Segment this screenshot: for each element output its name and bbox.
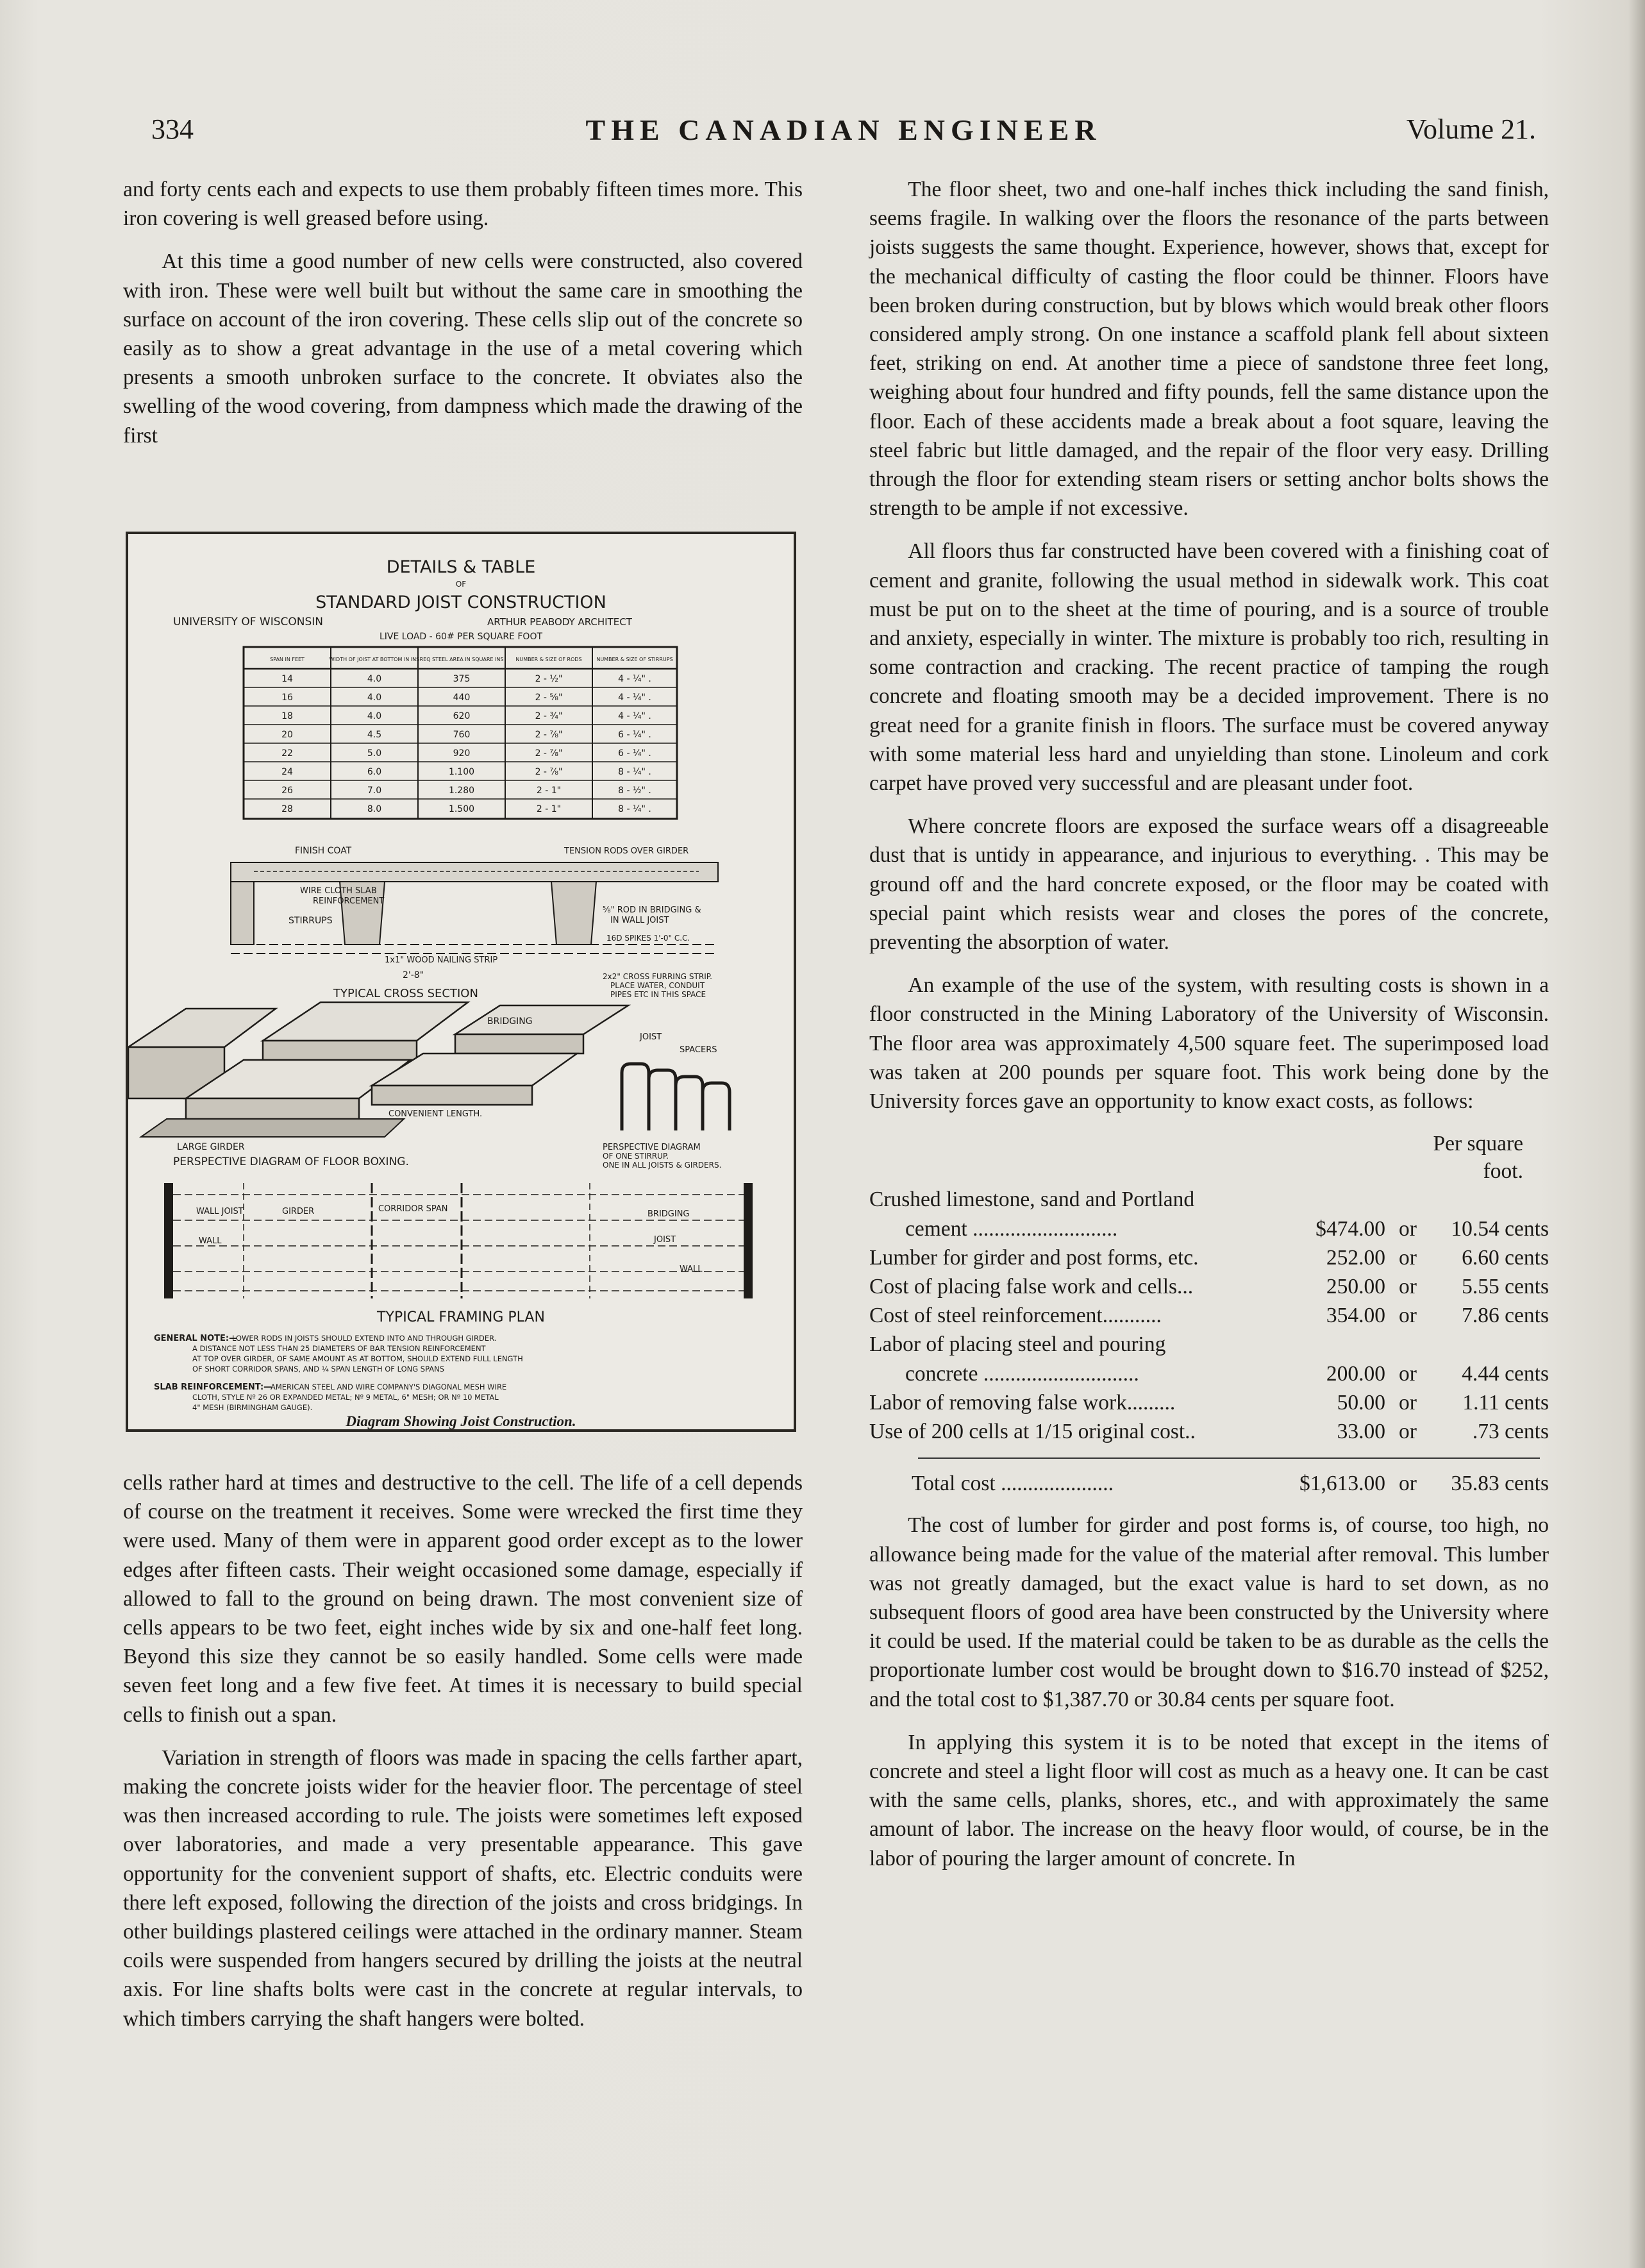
table-cell: 5.0 <box>367 748 382 759</box>
cost-table <box>869 1130 1549 1498</box>
note-slab-label: SLAB REINFORCEMENT:— <box>154 1382 272 1392</box>
left-column-top <box>123 175 803 464</box>
note-general-2: A DISTANCE NOT LESS THAN 25 DIAMETERS OF BAR TENSION REINFORCEMENT <box>192 1344 486 1353</box>
left-column-bottom <box>123 1468 803 2047</box>
fp-wall-label: WALL <box>199 1236 222 1246</box>
standard-joist-table <box>244 647 677 819</box>
note-slab-1: AMERICAN STEEL AND WIRE COMPANY'S DIAGONAL MESH WIRE <box>271 1382 507 1391</box>
cost-item-or: or <box>1399 1245 1417 1270</box>
table-header-cell: SPAN IN FEET <box>270 657 305 662</box>
paragraph: cells rather hard at times and destructive to the cell. The life of a cell depends of course on the treatment it receives. Some were wrecked the first time they were used. Many of them were in apparent good order except as to the lower edges after fifteen casts. Their weight occasioned some damage, especially if allowed to fall to the ground on being drawn. The most convenient size of cells appears to be two feet, eight inches wide by six and one-half feet long. Beyond this size they cannot be so easily handled. Some cells were made seven feet long and a few five feet. At times it is necessary to build special cells to finish out a span. <box>123 1471 803 1727</box>
cs-nailing-strip-label: 1x1" WOOD NAILING STRIP <box>385 955 498 965</box>
note-general-4: OF SHORT CORRIDOR SPANS, AND ¼ SPAN LENGTH OF LONG SPANS <box>192 1365 445 1373</box>
cost-item-label: Use of 200 cells at 1/15 original cost.. <box>869 1419 1196 1443</box>
cost-item-amount: 250.00 <box>1326 1274 1385 1298</box>
figure-notes <box>154 1334 523 1412</box>
note-slab-3: 4" MESH (BIRMINGHAM GAUGE). <box>192 1403 313 1412</box>
paragraph: In applying this system it is to be noted that except in the items of concrete and steel a light floor will cost as much as a heavy one. It can be cast with the same cells, planks, shores, etc., and with approximately the same amount of labor. The increase on the heavy floor would, of course, be in the labor of pouring the larger amount of concrete. In <box>869 1730 1549 1870</box>
cost-item-or: or <box>1399 1304 1417 1328</box>
journal-title: THE CANADIAN ENGINEER <box>585 113 1102 146</box>
table-cell: 22 <box>281 748 293 759</box>
fp-wall-joist-label: WALL JOIST <box>196 1207 244 1216</box>
cost-item-amount <box>1270 1185 1385 1214</box>
cost-row <box>869 1185 1549 1214</box>
pd-spacers-label: SPACERS <box>680 1045 717 1055</box>
note-general-3: AT TOP OVER GIRDER, OF SAME AMOUNT AS AT BOTTOM, SHOULD EXTEND FULL LENGTH <box>192 1354 523 1363</box>
table-cell: 920 <box>453 748 471 759</box>
cs-furring-label-1: 2x2" CROSS FURRING STRIP. <box>603 972 712 981</box>
cost-item-cents: 7.86 cents <box>1462 1304 1549 1328</box>
table-header-cell: REQ STEEL AREA IN SQUARE INS <box>419 657 504 662</box>
cost-item-or: or <box>1399 1419 1417 1443</box>
cost-row <box>869 1272 1549 1301</box>
note-general-1: LOWER RODS IN JOISTS SHOULD EXTEND INTO AND THROUGH GIRDER. <box>232 1334 497 1343</box>
table-cell: 4.0 <box>367 693 382 703</box>
typical-cross-section <box>231 846 718 1000</box>
table-cell: 6 - ¼" . <box>618 748 651 759</box>
pd-title: PERSPECTIVE DIAGRAM OF FLOOR BOXING. <box>173 1155 409 1168</box>
typical-framing-plan <box>164 1183 753 1325</box>
table-cell: 4 - ¼" . <box>618 674 651 684</box>
st-title-3: ONE IN ALL JOISTS & GIRDERS. <box>603 1161 722 1170</box>
note-general-label: GENERAL NOTE:— <box>154 1334 238 1343</box>
cost-item-or <box>1385 1185 1430 1214</box>
st-title-1: PERSPECTIVE DIAGRAM <box>603 1143 701 1152</box>
page-number: 334 <box>151 113 194 145</box>
cost-item-cents: .73 cents <box>1472 1419 1549 1443</box>
table-cell: 16 <box>281 693 293 703</box>
cost-item-or: or <box>1399 1216 1417 1241</box>
cost-per-square-header: Per square <box>1433 1132 1523 1156</box>
volume-label: Volume 21. <box>1406 113 1536 145</box>
paragraph: All floors thus far constructed have been covered with a finishing coat of cement and granite, following the usual method in sidewalk work. This coat must be put on to the sheet at the time of pouring, and is a source of trouble and anxiety, especially in winter. The mixture is probably too rich, resulting in some contraction and cracking. The recent practice of tamping the rough concrete and floating smooth may be a decided improvement. There is no great need for a granite finish in floors. The surface must be covered anyway with some material less hard and unyielding than stone. Linoleum and cork carpet have proved very successful and are pleasant under foot. <box>869 539 1549 796</box>
cost-item-amount: 200.00 <box>1326 1361 1385 1386</box>
cs-finish-coat-label: FINISH COAT <box>295 846 352 856</box>
table-cell: 1.100 <box>448 767 475 777</box>
table-cell: 2 - 1" <box>536 785 562 796</box>
cost-item-amount: $474.00 <box>1315 1216 1385 1241</box>
table-cell: 1.280 <box>448 785 475 796</box>
table-cell: 8 - ½" . <box>618 785 651 796</box>
fp-title: TYPICAL FRAMING PLAN <box>377 1309 545 1325</box>
cost-total-rule <box>918 1457 1540 1459</box>
cost-item-cents: 6.60 cents <box>1462 1245 1549 1270</box>
cost-total-cents: 35.83 cents <box>1451 1472 1549 1496</box>
cost-per-square-header-2: foot. <box>1483 1159 1523 1184</box>
cost-total-amount: $1,613.00 <box>1299 1472 1385 1496</box>
cost-item-cents <box>1430 1185 1549 1214</box>
cost-item-cents: 5.55 cents <box>1462 1274 1549 1298</box>
table-cell: 620 <box>453 711 471 721</box>
table-cell: 28 <box>281 804 293 814</box>
table-cell: 4 - ¼" . <box>618 711 651 721</box>
cost-item-label: Labor of removing false work......... <box>869 1390 1176 1415</box>
paragraph: At this time a good number of new cells were constructed, also covered with iron. These were well built but without the same care in smoothing the surface on account of the iron covering. These cells slip out of the concrete so easily as to show a great advantage in the use of a metal covering which presents a smooth unbroken surface to the concrete. It obviates also the swelling of the wood covering, from dampness which made the drawing of the first <box>123 249 803 448</box>
stirrup-perspective <box>603 1064 730 1170</box>
table-cell: 18 <box>281 711 293 721</box>
cost-item-amount: 33.00 <box>1337 1419 1385 1443</box>
fp-girder-label: GIRDER <box>282 1207 315 1216</box>
cost-total-row <box>869 1469 1549 1498</box>
cost-row <box>869 1417 1549 1446</box>
cost-item-label: Labor of placing steel and pouring <box>869 1332 1166 1357</box>
paragraph: The floor sheet, two and one-half inches thick including the sand finish, seems fragile. In walking over the floors the resonance of the parts between joists suggests the same thought. Experience, however, shows that, except for the mechanical difficulty of casting the floor could be thinner. Floors have been broken during construction, but by blows which would break other floors considered amply strong. On one instance a scaffold plank fell about sixteen feet, striking on end. At another time a piece of sandstone three feet long, weighing about four hundred and fifty pounds, fell the same distance upon the floor. Each of these accidents made a break about a foot square, leaving the steel fabric but little damaged, and the repair of the floor very easy. Drilling through the floor for extending steam risers or setting anchor bolts shows the strength to be ample if not excessive. <box>869 178 1549 521</box>
figure-architect: ARTHUR PEABODY ARCHITECT <box>487 616 632 628</box>
table-cell: 6 - ¼" . <box>618 730 651 740</box>
cs-rod-bridging-label: ⅝" ROD IN BRIDGING & <box>603 905 701 915</box>
table-cell: 2 - ⅞" <box>535 748 563 759</box>
cs-reinforcement-label: REINFORCEMENT <box>313 896 385 906</box>
cost-item-or: or <box>1399 1274 1417 1298</box>
table-cell: 8.0 <box>367 804 382 814</box>
table-cell: 4.5 <box>367 730 382 740</box>
table-header-cell: NUMBER & SIZE OF RODS <box>515 657 582 662</box>
cost-item-amount <box>1270 1330 1385 1359</box>
table-cell: 6.0 <box>367 767 382 777</box>
table-cell: 2 - ½" <box>535 674 563 684</box>
table-cell: 14 <box>281 674 293 684</box>
cost-item-label: Crushed limestone, sand and Portland <box>869 1188 1195 1212</box>
table-cell: 440 <box>453 693 471 703</box>
table-cell: 2 - ⅝" <box>535 693 563 703</box>
figure-university: UNIVERSITY OF WISCONSIN <box>173 616 323 628</box>
table-cell: 4 - ¼" . <box>618 693 651 703</box>
cost-total-or: or <box>1399 1472 1417 1496</box>
cost-row <box>869 1330 1549 1359</box>
cs-furring-label-3: PIPES ETC IN THIS SPACE <box>610 990 706 999</box>
paragraph: The cost of lumber for girder and post forms is, of course, too high, no allowance being made for the value of the material after removal. This lumber was not greatly damaged, but the exact value is hard to set down, as no subsequent floors of good area have been constructed by the University where it could be used. If the material could be taken to be as durable as the cells the proportionate lumber cost would be brought down to $16.70 instead of $252, and the total cost to $1,387.70 or 30.84 cents per square foot. <box>869 1513 1549 1711</box>
figure-title-of: OF <box>455 580 467 589</box>
paragraph: Where concrete floors are exposed the surface wears off a disagreeable dust that is untidy in appearance, and injurious to everything. . This may be ground off and the hard concrete exposed, or the floor may be coated with special paint which resists wear and closes the pores of the concrete, preventing the absorption of water. <box>869 814 1549 955</box>
cs-tension-rods-label: TENSION RODS OVER GIRDER <box>564 846 689 856</box>
paragraph: and forty cents each and expects to use them probably fifteen times more. This iron covering is well greased before using. <box>123 178 803 231</box>
table-cell: 4.0 <box>367 674 382 684</box>
figure-caption: Diagram Showing Joist Construction. <box>346 1413 576 1429</box>
cost-row <box>869 1388 1549 1417</box>
cs-spikes-label: 16D SPIKES 1'-0" C.C. <box>606 934 690 943</box>
paragraph: Variation in strength of floors was made in spacing the cells farther apart, making the concrete joists wider for the heavier floor. The percentage of steel was then increased according to rule. The joists were sometimes left exposed over laboratories, and made a very presentable appearance. This gave opportunity for the convenient support of shafts, etc. Electric conduits were there left exposed, following the direction of the joists and cross bridgings. In other buildings plastered ceilings were attached in the ordinary manner. Steam coils were suspended from hangers secured by drilling the joists at the neutral axis. For line shafts bolts were cast in the concrete at regular intervals, to which timbers carrying the shaft hangers were bolted. <box>123 1745 803 2031</box>
st-title-2: OF ONE STIRRUP. <box>603 1152 669 1161</box>
right-column <box>869 175 1549 1887</box>
table-cell: 2 - ⅞" <box>535 730 563 740</box>
figure-subtitle: STANDARD JOIST CONSTRUCTION <box>315 592 606 612</box>
cost-item-or: or <box>1399 1361 1417 1386</box>
cost-item-or <box>1385 1330 1430 1359</box>
cost-row <box>869 1243 1549 1272</box>
cs-title: TYPICAL CROSS SECTION <box>333 987 478 1000</box>
cost-item-amount: 50.00 <box>1337 1390 1385 1415</box>
table-header-cell: NUMBER & SIZE OF STIRRUPS <box>596 657 673 662</box>
cost-item-cents <box>1430 1330 1549 1359</box>
cost-item-amount: 252.00 <box>1326 1245 1385 1270</box>
cost-item-label: Cost of steel reinforcement........... <box>869 1304 1162 1328</box>
table-cell: 20 <box>281 730 293 740</box>
table-cell: 2 - 1" <box>536 804 562 814</box>
cs-in-wall-joist-label: IN WALL JOIST <box>610 916 669 925</box>
pd-large-girder-label: LARGE GIRDER <box>177 1142 245 1152</box>
table-cell: 1.500 <box>448 804 475 814</box>
cs-stirrups-label: STIRRUPS <box>288 916 333 926</box>
fp-wall-label-2: WALL <box>680 1264 703 1274</box>
table-cell: 24 <box>281 767 293 777</box>
table-cell: 26 <box>281 785 293 796</box>
pd-bridging-label: BRIDGING <box>487 1016 533 1027</box>
cost-item-cents: 10.54 cents <box>1451 1216 1549 1241</box>
table-cell: 8 - ¼" . <box>618 804 651 814</box>
cost-item-cents: 4.44 cents <box>1462 1361 1549 1386</box>
fp-corridor-span-label: CORRIDOR SPAN <box>378 1204 448 1214</box>
table-cell: 7.0 <box>367 785 382 796</box>
fp-bridging-label: BRIDGING <box>647 1209 690 1219</box>
cost-total-label: Total cost ..................... <box>912 1472 1114 1496</box>
cost-item-label: Lumber for girder and post forms, etc. <box>869 1245 1199 1270</box>
figure-live-load: LIVE LOAD - 60# PER SQUARE FOOT <box>379 632 543 642</box>
table-cell: 8 - ¼" . <box>618 767 651 777</box>
cost-item-label: Cost of placing false work and cells... <box>869 1274 1194 1298</box>
table-header-cell: WIDTH OF JOIST AT BOTTOM IN INS <box>329 657 420 662</box>
pd-joist-label: JOIST <box>640 1032 662 1042</box>
cost-row <box>869 1301 1549 1330</box>
cs-furring-label-2: PLACE WATER, CONDUIT <box>610 981 705 990</box>
note-slab-2: CLOTH, STYLE Nº 26 OR EXPANDED METAL; Nº 9 METAL, 6" MESH; OR Nº 10 METAL <box>192 1393 499 1402</box>
joist-construction-figure <box>126 532 796 1432</box>
cost-row <box>869 1214 1549 1243</box>
cs-wire-cloth-label: WIRE CLOTH SLAB <box>300 886 377 896</box>
figure-drawing <box>128 534 794 1429</box>
cs-width-label: 2'-8" <box>403 970 424 980</box>
cost-item-cents: 1.11 cents <box>1462 1390 1549 1415</box>
table-cell: 375 <box>453 674 471 684</box>
cost-item-label: cement ........................... <box>905 1216 1118 1241</box>
table-cell: 2 - ⅞" <box>535 767 563 777</box>
cost-item-label: concrete ............................. <box>905 1361 1139 1386</box>
pd-convenient-length-label: CONVENIENT LENGTH. <box>388 1109 483 1119</box>
paragraph: An example of the use of the system, with resulting costs is shown in a floor constructed in the Mining Laboratory of the University of Wisconsin. The floor area was approximately 4,500 square feet. The superimposed load was taken at 200 pounds per square foot. This work being done by the University forces gave an opportunity to know exact costs, as follows: <box>869 973 1549 1114</box>
table-cell: 4.0 <box>367 711 382 721</box>
table-cell: 2 - ¾" <box>535 711 563 721</box>
cost-row <box>869 1359 1549 1388</box>
running-header <box>151 113 1536 158</box>
cost-item-amount: 354.00 <box>1326 1304 1385 1328</box>
fp-joist-label: JOIST <box>654 1235 676 1245</box>
cost-item-or: or <box>1399 1390 1417 1415</box>
table-cell: 760 <box>453 730 471 740</box>
figure-title: DETAILS & TABLE <box>386 557 536 577</box>
